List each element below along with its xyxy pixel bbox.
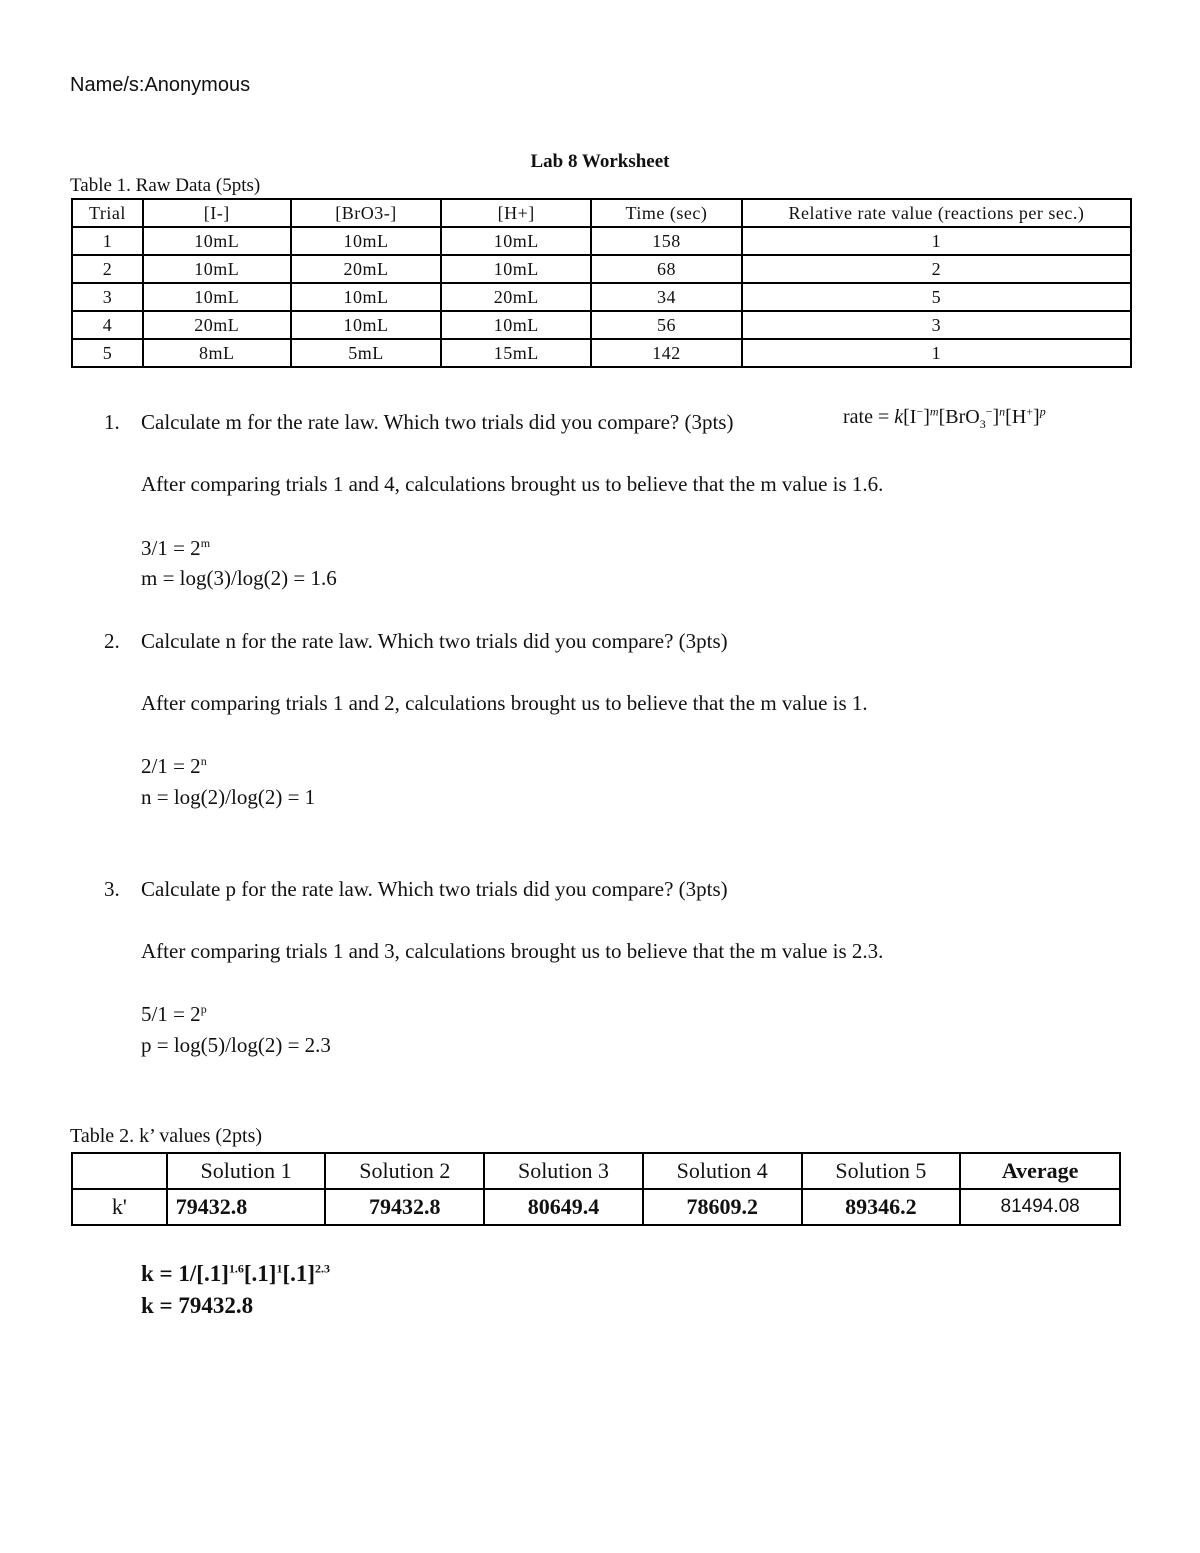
table-row xyxy=(72,227,1131,255)
table-cell: 79432.8 xyxy=(167,1189,326,1225)
name-line xyxy=(70,74,250,97)
table-cell: 10mL xyxy=(143,227,291,255)
table-cell: 56 xyxy=(591,311,742,339)
k-formula-exp: 1 xyxy=(276,1261,283,1276)
header-cell: Solution 5 xyxy=(802,1153,961,1189)
table-cell: 142 xyxy=(591,339,742,367)
eq-exponent: m xyxy=(200,536,211,550)
table-cell: 10mL xyxy=(143,255,291,283)
question-3-eq2: p = log(5)/log(2) = 2.3 xyxy=(141,1033,331,1057)
header-cell: Relative rate value (reactions per sec.) xyxy=(742,199,1131,227)
table-row xyxy=(72,255,1131,283)
question-1-number: 1. xyxy=(104,410,120,434)
k-formula-part: [.1] xyxy=(243,1261,277,1286)
k-formula-exp: 2.3 xyxy=(315,1261,331,1276)
rate-m-exp: m xyxy=(929,404,939,419)
question-3-answer: After comparing trials 1 and 3, calculations brought us to believe that the m value is 2.3. xyxy=(141,939,884,963)
table-cell: 68 xyxy=(591,255,742,283)
table-cell: 3 xyxy=(742,311,1131,339)
table-cell: 4 xyxy=(72,311,143,339)
question-3-prompt: Calculate p for the rate law. Which two trials did you compare? (3pts) xyxy=(141,877,728,901)
table-cell: 158 xyxy=(591,227,742,255)
eq-base: 2/1 = 2 xyxy=(141,754,201,778)
rate-iodide-charge: − xyxy=(916,404,924,419)
name-value: Anonymous xyxy=(144,74,251,96)
header-cell: [H+] xyxy=(441,199,591,227)
header-cell: Solution 1 xyxy=(167,1153,326,1189)
question-1-eq1 xyxy=(141,535,210,561)
table-cell: 1 xyxy=(742,227,1131,255)
table-cell: 20mL xyxy=(291,255,442,283)
table-cell: 8mL xyxy=(143,339,291,367)
rate-hydrogen: [H xyxy=(1005,406,1027,428)
table-header-row xyxy=(72,199,1131,227)
rate-bromate: [BrO xyxy=(938,406,980,428)
table-cell: 5 xyxy=(72,339,143,367)
rate-lhs: rate = xyxy=(843,406,895,428)
question-2-eq2: n = log(2)/log(2) = 1 xyxy=(141,785,316,809)
header-cell: [I-] xyxy=(143,199,291,227)
rate-bromate-sub: 3 xyxy=(979,417,986,431)
table-cell: 34 xyxy=(591,283,742,311)
header-cell: Solution 2 xyxy=(325,1153,484,1189)
table-cell: 20mL xyxy=(441,283,591,311)
eq-base: 5/1 = 2 xyxy=(141,1002,201,1026)
table-cell: 89346.2 xyxy=(802,1189,961,1225)
table-cell: 10mL xyxy=(291,311,442,339)
rate-k: k xyxy=(894,406,904,428)
eq-exponent: n xyxy=(200,754,207,768)
table-cell: 2 xyxy=(742,255,1131,283)
k-values-table xyxy=(71,1152,1121,1226)
table-cell: 1 xyxy=(742,339,1131,367)
question-2-answer: After comparing trials 1 and 2, calculations brought us to believe that the m value is 1. xyxy=(141,691,868,715)
table-cell: 2 xyxy=(72,255,143,283)
header-cell: Solution 4 xyxy=(643,1153,802,1189)
rate-p-exp: p xyxy=(1039,404,1046,419)
table-cell-average: 81494.08 xyxy=(960,1189,1120,1225)
rate-bracket: ] xyxy=(923,406,930,428)
table-cell: 10mL xyxy=(291,283,442,311)
table-cell: 10mL xyxy=(441,227,591,255)
table-cell: 79432.8 xyxy=(325,1189,484,1225)
header-cell xyxy=(72,1153,167,1189)
header-cell-average: Average xyxy=(960,1153,1120,1189)
k-formula-part: [.1] xyxy=(282,1261,316,1286)
eq-base: 3/1 = 2 xyxy=(141,536,201,560)
table-cell: 15mL xyxy=(441,339,591,367)
table-cell: 10mL xyxy=(441,255,591,283)
header-cell: Trial xyxy=(72,199,143,227)
table-row xyxy=(72,311,1131,339)
question-3-eq1 xyxy=(141,1001,207,1027)
rate-hydrogen-charge: + xyxy=(1026,404,1034,419)
rate-law-formula xyxy=(843,406,1046,432)
k-formula-line1 xyxy=(141,1261,330,1287)
table-cell: 78609.2 xyxy=(643,1189,802,1225)
table-cell: 5mL xyxy=(291,339,442,367)
table-header-row xyxy=(72,1153,1120,1189)
eq-exponent: p xyxy=(200,1002,207,1016)
table-cell: 20mL xyxy=(143,311,291,339)
question-2-number: 2. xyxy=(104,629,120,653)
rate-bromate-charge: − xyxy=(985,404,993,419)
header-cell: Solution 3 xyxy=(484,1153,643,1189)
k-formula-exp: 1.6 xyxy=(228,1261,244,1276)
raw-data-table xyxy=(71,198,1132,368)
header-cell: [BrO3-] xyxy=(291,199,442,227)
table-cell: 5 xyxy=(742,283,1131,311)
question-1-prompt: Calculate m for the rate law. Which two trials did you compare? (3pts) xyxy=(141,410,734,434)
table2-caption: Table 2. k’ values (2pts) xyxy=(70,1125,263,1147)
rate-bracket: ] xyxy=(1033,406,1040,428)
table-cell: 1 xyxy=(72,227,143,255)
table-cell: 10mL xyxy=(441,311,591,339)
table-cell: 3 xyxy=(72,283,143,311)
rate-iodide: [I xyxy=(903,406,917,428)
table-row xyxy=(72,283,1131,311)
rate-bracket: ] xyxy=(992,406,1000,428)
k-formula-part: k = 1/[.1] xyxy=(141,1261,229,1286)
k-formula-line2: k = 79432.8 xyxy=(141,1293,254,1318)
question-1-answer: After comparing trials 1 and 4, calculations brought us to believe that the m value is 1.6. xyxy=(141,472,884,496)
table-cell: 80649.4 xyxy=(484,1189,643,1225)
table-row xyxy=(72,1189,1120,1225)
rate-n-exp: n xyxy=(999,404,1006,419)
question-3-number: 3. xyxy=(104,877,120,901)
header-cell: Time (sec) xyxy=(591,199,742,227)
question-1-eq2: m = log(3)/log(2) = 1.6 xyxy=(141,566,337,590)
question-2-eq1 xyxy=(141,753,207,779)
table-cell: 10mL xyxy=(291,227,442,255)
table1-caption: Table 1. Raw Data (5pts) xyxy=(70,175,261,196)
name-label: Name/s: xyxy=(70,74,145,96)
question-2-prompt: Calculate n for the rate law. Which two trials did you compare? (3pts) xyxy=(141,629,728,653)
table-cell: 10mL xyxy=(143,283,291,311)
row-label: k' xyxy=(72,1189,167,1225)
table-row xyxy=(72,339,1131,367)
page-title: Lab 8 Worksheet xyxy=(530,151,670,172)
